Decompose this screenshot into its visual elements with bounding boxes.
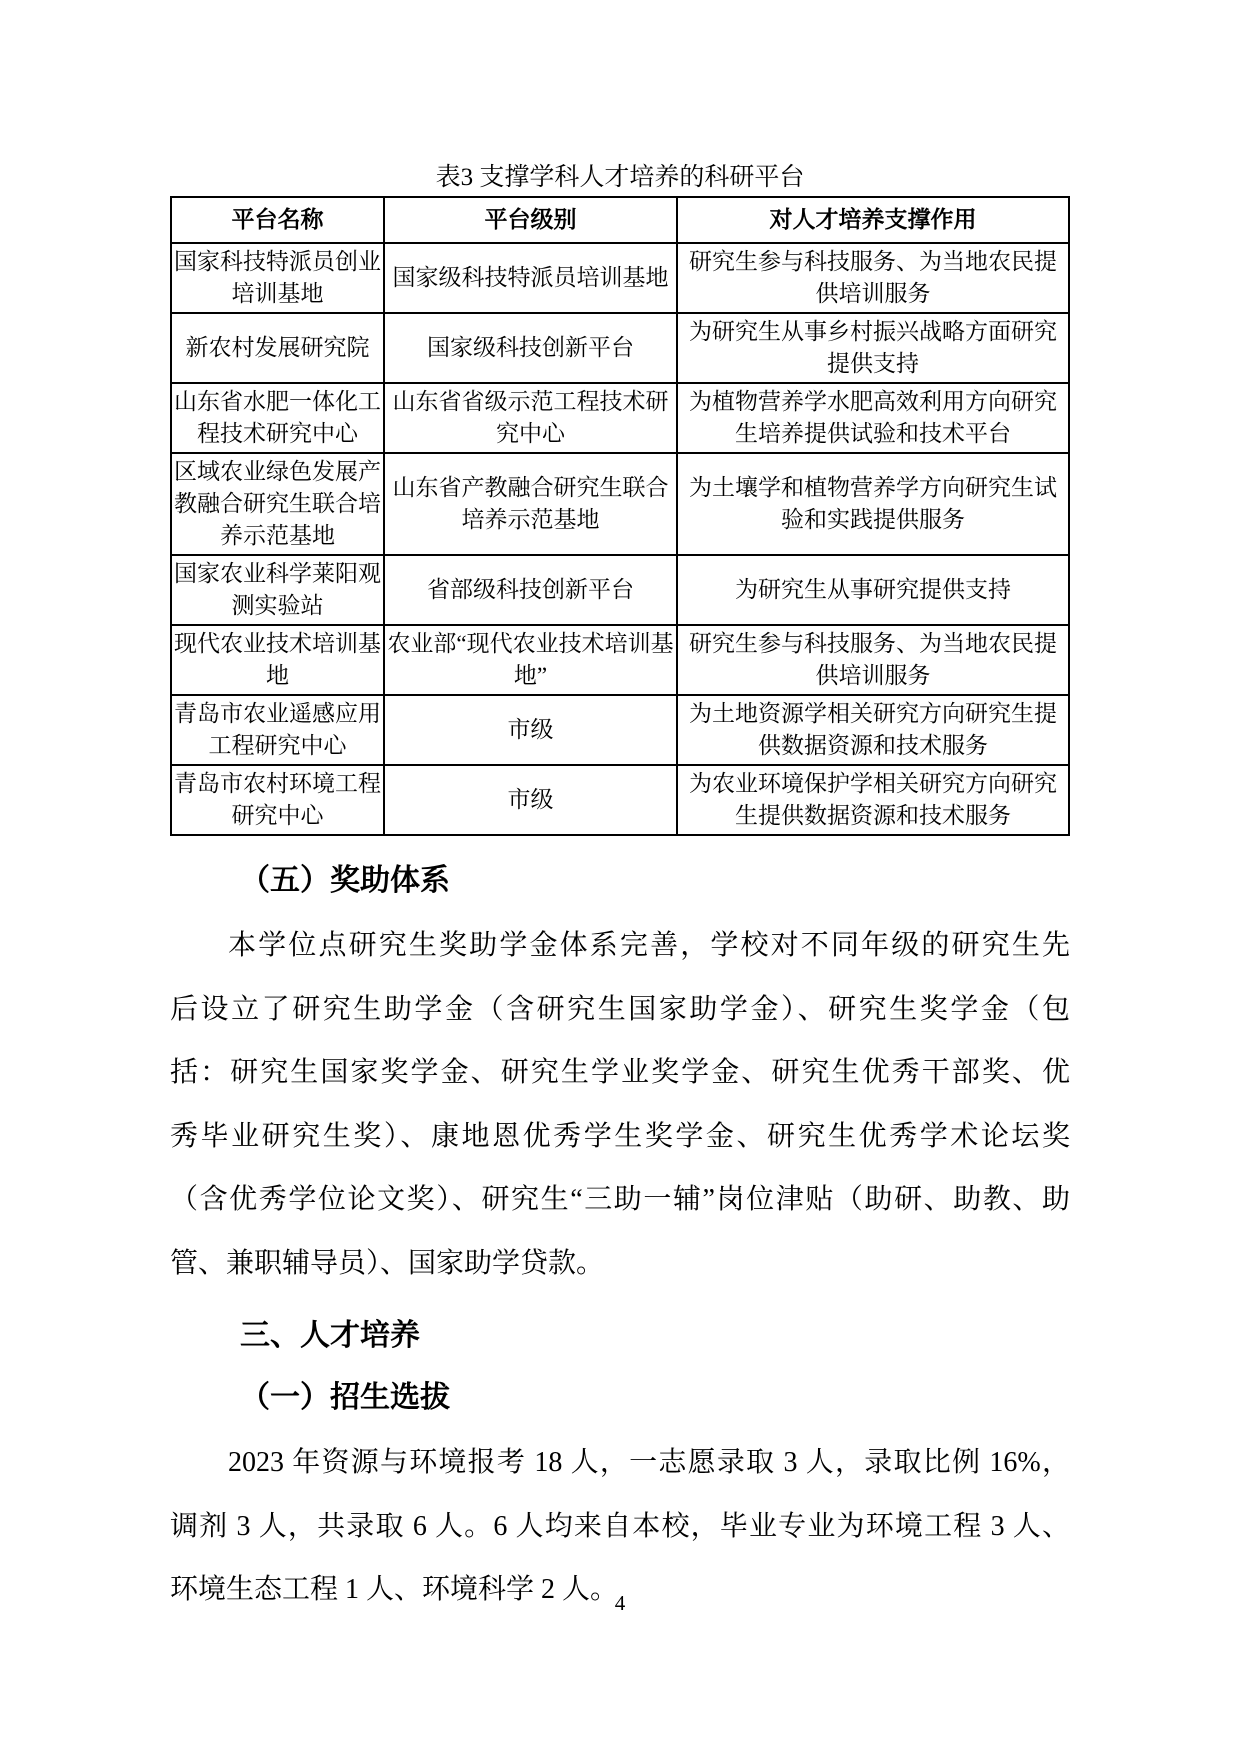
table-row	[171, 625, 1069, 695]
table-cell: 为农业环境保护学相关研究方向研究生提供数据资源和技术服务	[677, 765, 1069, 835]
table-cell: 青岛市农业遥感应用工程研究中心	[171, 695, 384, 765]
column-header-platform-level: 平台级别	[384, 197, 677, 243]
table-cell: 青岛市农村环境工程研究中心	[171, 765, 384, 835]
table-cell: 新农村发展研究院	[171, 313, 384, 383]
paragraph-line: 管、兼职辅导员）、国家助学贷款。	[170, 1247, 605, 1279]
table-cell: 为土地资源学相关研究方向研究生提供数据资源和技术服务	[677, 695, 1069, 765]
research-platform-table	[170, 196, 1070, 836]
table-cell: 为植物营养学水肥高效利用方向研究生培养提供试验和技术平台	[677, 383, 1069, 453]
table-cell: 国家科技特派员创业培训基地	[171, 243, 384, 313]
paragraph-line: 后设立了研究生助学金（含研究生国家助学金）、研究生奖学金（包	[170, 993, 1070, 1025]
table-row	[171, 555, 1069, 625]
table-row	[171, 243, 1069, 313]
table-header-row	[171, 197, 1069, 243]
table-caption: 表3 支撑学科人才培养的科研平台	[435, 164, 805, 191]
table-cell: 为土壤学和植物营养学方向研究生试验和实践提供服务	[677, 453, 1069, 555]
table-cell: 市级	[384, 695, 677, 765]
paragraph-line: 括：研究生国家奖学金、研究生学业奖学金、研究生优秀干部奖、优	[170, 1057, 1070, 1088]
section-heading-scholarship: （五）奖助体系	[240, 864, 450, 897]
column-header-support-role: 对人才培养支撑作用	[677, 197, 1069, 243]
table-cell: 为研究生从事研究提供支持	[677, 555, 1069, 625]
page-number: 4	[614, 1591, 626, 1615]
table-cell: 农业部“现代农业技术培训基地”	[384, 625, 677, 695]
column-header-platform-name: 平台名称	[171, 197, 384, 243]
section-heading-talent: 三、人才培养	[240, 1319, 420, 1352]
table-row	[171, 313, 1069, 383]
table-cell: 山东省产教融合研究生联合培养示范基地	[384, 453, 677, 555]
table-cell: 山东省水肥一体化工程技术研究中心	[171, 383, 384, 453]
table-cell: 研究生参与科技服务、为当地农民提供培训服务	[677, 243, 1069, 313]
table-cell: 现代农业技术培训基地	[171, 625, 384, 695]
table-cell: 研究生参与科技服务、为当地农民提供培训服务	[677, 625, 1069, 695]
table-cell: 国家级科技特派员培训基地	[384, 243, 677, 313]
table-cell: 为研究生从事乡村振兴战略方面研究提供支持	[677, 313, 1069, 383]
paragraph-line: 秀毕业研究生奖）、康地恩优秀学生奖学金、研究生优秀学术论坛奖	[170, 1120, 1070, 1152]
table-row	[171, 765, 1069, 835]
table-cell: 山东省省级示范工程技术研究中心	[384, 383, 677, 453]
table-cell: 区域农业绿色发展产教融合研究生联合培养示范基地	[171, 453, 384, 555]
paragraph-line: 本学位点研究生奖助学金体系完善，学校对不同年级的研究生先	[228, 930, 1070, 961]
paragraph-line: （含优秀学位论文奖）、研究生“三助一辅”岗位津贴（助研、助教、助	[170, 1184, 1070, 1215]
table-cell: 省部级科技创新平台	[384, 555, 677, 625]
table-cell: 国家农业科学莱阳观测实验站	[171, 555, 384, 625]
paragraph-line: 2023 年资源与环境报考 18 人，一志愿录取 3 人，录取比例 16%，	[228, 1447, 1070, 1478]
scholarship-paragraph	[170, 914, 1070, 1295]
paragraph-line: 环境生态工程 1 人、环境科学 2 人。	[170, 1574, 619, 1605]
paragraph-line: 调剂 3 人，共录取 6 人。6 人均来自本校，毕业专业为环境工程 3 人、	[170, 1510, 1070, 1542]
table-row	[171, 453, 1069, 555]
table-row	[171, 695, 1069, 765]
table-row	[171, 383, 1069, 453]
table-cell: 国家级科技创新平台	[384, 313, 677, 383]
table-cell: 市级	[384, 765, 677, 835]
section-heading-admission: （一）招生选拔	[240, 1381, 450, 1414]
